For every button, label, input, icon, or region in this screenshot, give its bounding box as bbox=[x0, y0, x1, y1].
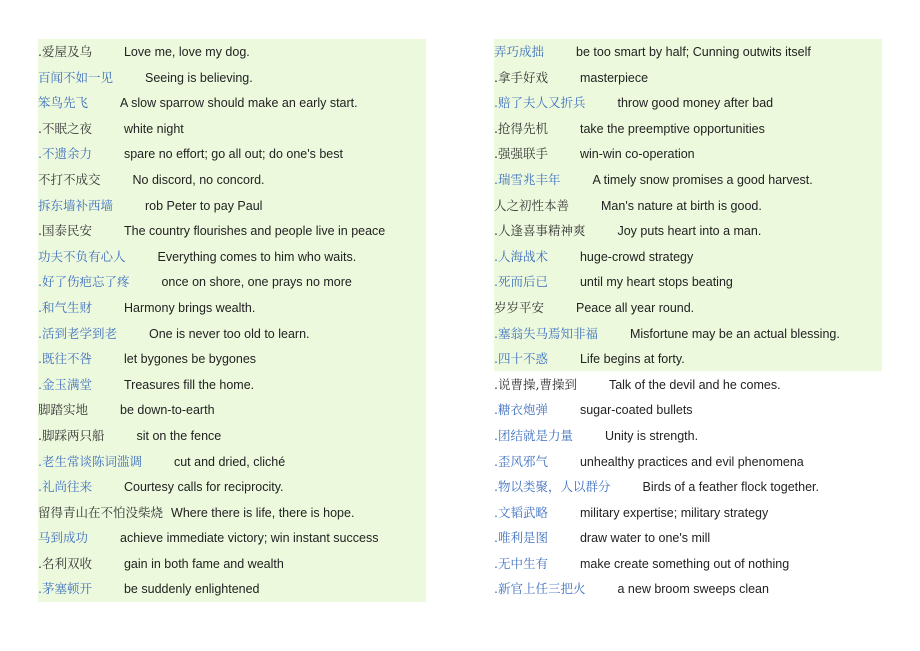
english-translation: Man's nature at birth is good. bbox=[601, 198, 762, 213]
idiom-row bbox=[38, 141, 426, 167]
english-translation: A slow sparrow should make an early start. bbox=[120, 96, 358, 111]
english-translation: Seeing is believing. bbox=[145, 70, 253, 85]
chinese-idiom: .新官上任三把火 bbox=[494, 581, 586, 597]
idiom-row bbox=[38, 321, 426, 347]
english-translation: a new broom sweeps clean bbox=[617, 582, 769, 597]
idiom-row bbox=[494, 397, 882, 423]
english-translation: Birds of a feather flock together. bbox=[642, 480, 819, 495]
idiom-row bbox=[494, 90, 882, 116]
idiom-row bbox=[494, 295, 882, 321]
english-translation: be down-to-earth bbox=[120, 403, 215, 418]
english-translation: Misfortune may be an actual blessing. bbox=[629, 326, 840, 341]
idiom-list-left bbox=[38, 39, 426, 602]
idiom-row bbox=[494, 525, 882, 551]
idiom-row bbox=[494, 141, 882, 167]
chinese-idiom: .歪风邪气 bbox=[494, 453, 548, 469]
english-translation: gain in both fame and wealth bbox=[123, 556, 284, 571]
english-translation: Treasures fill the home. bbox=[123, 377, 255, 392]
idiom-row bbox=[38, 372, 426, 398]
english-translation: Everything comes to him who waits. bbox=[157, 249, 357, 264]
english-translation: Where there is life, there is hope. bbox=[171, 505, 355, 520]
english-translation: One is never too old to learn. bbox=[148, 326, 310, 341]
idiom-row bbox=[494, 372, 882, 398]
chinese-idiom: 百闻不如一见 bbox=[38, 69, 114, 85]
idiom-row bbox=[494, 193, 882, 219]
idiom-row bbox=[38, 269, 426, 295]
chinese-idiom: .脚踩两只船 bbox=[38, 427, 105, 443]
chinese-idiom: 不打不成交 bbox=[38, 171, 101, 187]
chinese-idiom: .既往不咎 bbox=[38, 351, 92, 367]
chinese-idiom: .拿手好戏 bbox=[494, 69, 548, 85]
idiom-row bbox=[494, 269, 882, 295]
idiom-row bbox=[38, 167, 426, 193]
english-translation: win-win co-operation bbox=[579, 147, 695, 162]
english-translation: let bygones be bygones bbox=[123, 352, 257, 367]
chinese-idiom: .名利双收 bbox=[38, 555, 92, 571]
chinese-idiom: .人逢喜事精神爽 bbox=[494, 223, 586, 239]
idiom-row bbox=[494, 449, 882, 475]
idiom-row bbox=[494, 116, 882, 142]
idiom-row bbox=[38, 39, 426, 65]
idiom-row bbox=[38, 525, 426, 551]
english-translation: A timely snow promises a good harvest. bbox=[592, 172, 813, 187]
chinese-idiom: .爱屋及乌 bbox=[38, 44, 92, 59]
chinese-idiom: .好了伤疤忘了疼 bbox=[38, 274, 130, 290]
chinese-idiom: .人海战术 bbox=[494, 248, 548, 264]
english-translation: No discord, no concord. bbox=[132, 172, 265, 187]
english-translation: take the preemptive opportunities bbox=[579, 121, 765, 136]
chinese-idiom: .茅塞顿开 bbox=[38, 581, 92, 597]
idiom-row bbox=[494, 576, 882, 602]
english-translation: Life begins at forty. bbox=[579, 352, 685, 367]
idiom-row bbox=[38, 576, 426, 602]
idiom-row bbox=[494, 218, 882, 244]
idiom-row bbox=[494, 500, 882, 526]
idiom-row bbox=[38, 90, 426, 116]
idiom-row bbox=[494, 346, 882, 372]
chinese-idiom: .唯利是图 bbox=[494, 530, 548, 546]
english-translation: white night bbox=[123, 121, 184, 136]
idiom-row bbox=[494, 65, 882, 91]
english-translation: be too smart by half; Cunning outwits itself bbox=[576, 45, 811, 59]
chinese-idiom: 脚踏实地 bbox=[38, 402, 89, 418]
chinese-idiom: .国泰民安 bbox=[38, 223, 92, 239]
chinese-idiom: 笨鸟先飞 bbox=[38, 95, 89, 111]
chinese-idiom: .老生常谈陈词滥调 bbox=[38, 453, 142, 469]
chinese-idiom: .礼尚往来 bbox=[38, 479, 92, 495]
chinese-idiom: .说曹操,曹操到 bbox=[494, 376, 577, 392]
chinese-idiom: .糖衣炮弹 bbox=[494, 402, 548, 418]
idiom-row bbox=[494, 423, 882, 449]
idiom-row bbox=[38, 218, 426, 244]
idiom-row bbox=[494, 244, 882, 270]
idiom-row bbox=[38, 500, 426, 526]
english-translation: sit on the fence bbox=[136, 428, 222, 443]
english-translation: be suddenly enlightened bbox=[123, 582, 260, 597]
english-translation: Harmony brings wealth. bbox=[123, 300, 256, 315]
chinese-idiom: .赔了夫人又折兵 bbox=[494, 95, 586, 111]
chinese-idiom: .团结就是力量 bbox=[494, 427, 573, 443]
chinese-idiom: .强强联手 bbox=[494, 146, 548, 162]
idiom-row bbox=[38, 295, 426, 321]
chinese-idiom: .死而后已 bbox=[494, 274, 548, 290]
chinese-idiom: 岁岁平安 bbox=[494, 299, 545, 315]
english-translation: The country flourishes and people live in peace bbox=[123, 224, 386, 239]
idiom-row bbox=[38, 244, 426, 270]
english-translation: sugar-coated bullets bbox=[579, 403, 693, 418]
english-translation: unhealthy practices and evil phenomena bbox=[579, 454, 804, 469]
english-translation: throw good money after bad bbox=[617, 96, 774, 111]
idiom-row bbox=[38, 193, 426, 219]
idiom-row bbox=[38, 116, 426, 142]
idiom-row bbox=[38, 449, 426, 475]
english-translation: rob Peter to pay Paul bbox=[145, 198, 263, 213]
chinese-idiom: .不眠之夜 bbox=[38, 120, 92, 136]
idiom-row bbox=[494, 474, 882, 500]
chinese-idiom: .瑞雪兆丰年 bbox=[494, 171, 561, 187]
idiom-row bbox=[494, 167, 882, 193]
idiom-row bbox=[38, 423, 426, 449]
english-translation: spare no effort; go all out; do one's best bbox=[123, 147, 343, 162]
english-translation: once on shore, one prays no more bbox=[161, 275, 352, 290]
chinese-idiom: .四十不惑 bbox=[494, 351, 548, 367]
chinese-idiom: .活到老学到老 bbox=[38, 325, 117, 341]
english-translation: Joy puts heart into a man. bbox=[617, 224, 762, 239]
chinese-idiom: .不遗余力 bbox=[38, 146, 92, 162]
english-translation: military expertise; military strategy bbox=[579, 505, 769, 520]
chinese-idiom: 功夫不负有心人 bbox=[38, 248, 126, 264]
idiom-list-right bbox=[494, 39, 882, 602]
idiom-row bbox=[38, 346, 426, 372]
idiom-row bbox=[494, 551, 882, 577]
chinese-idiom: .文韬武略 bbox=[494, 504, 548, 520]
english-translation: cut and dried, cliché bbox=[173, 454, 286, 469]
english-translation: Courtesy calls for reciprocity. bbox=[123, 480, 284, 495]
english-translation: Love me, love my dog. bbox=[123, 45, 250, 59]
idiom-row bbox=[494, 39, 882, 65]
chinese-idiom: 弄巧成拙 bbox=[494, 44, 545, 59]
chinese-idiom: 马到成功 bbox=[38, 530, 89, 546]
chinese-idiom: .物以类聚，人以群分 bbox=[494, 479, 611, 495]
english-translation: Unity is strength. bbox=[604, 428, 699, 443]
chinese-idiom: 人之初性本善 bbox=[494, 197, 570, 213]
idiom-row bbox=[38, 65, 426, 91]
english-translation: huge-crowd strategy bbox=[579, 249, 694, 264]
idiom-row bbox=[38, 397, 426, 423]
idiom-row bbox=[38, 474, 426, 500]
english-translation: masterpiece bbox=[579, 70, 649, 85]
chinese-idiom: .塞翁失马焉知非福 bbox=[494, 325, 598, 341]
idiom-row bbox=[38, 551, 426, 577]
english-translation: until my heart stops beating bbox=[579, 275, 733, 290]
chinese-idiom: .抢得先机 bbox=[494, 120, 548, 136]
chinese-idiom: .金玉满堂 bbox=[38, 376, 92, 392]
english-translation: achieve immediate victory; win instant success bbox=[120, 531, 379, 546]
chinese-idiom: 拆东墙补西墙 bbox=[38, 197, 114, 213]
english-translation: draw water to one's mill bbox=[579, 531, 711, 546]
chinese-idiom: .无中生有 bbox=[494, 555, 548, 571]
chinese-idiom: .和气生财 bbox=[38, 299, 92, 315]
english-translation: Talk of the devil and he comes. bbox=[608, 377, 781, 392]
idiom-row bbox=[494, 321, 882, 347]
english-translation: make create something out of nothing bbox=[579, 556, 790, 571]
chinese-idiom: 留得青山在不怕没柴烧 bbox=[38, 504, 164, 520]
english-translation: Peace all year round. bbox=[576, 300, 695, 315]
